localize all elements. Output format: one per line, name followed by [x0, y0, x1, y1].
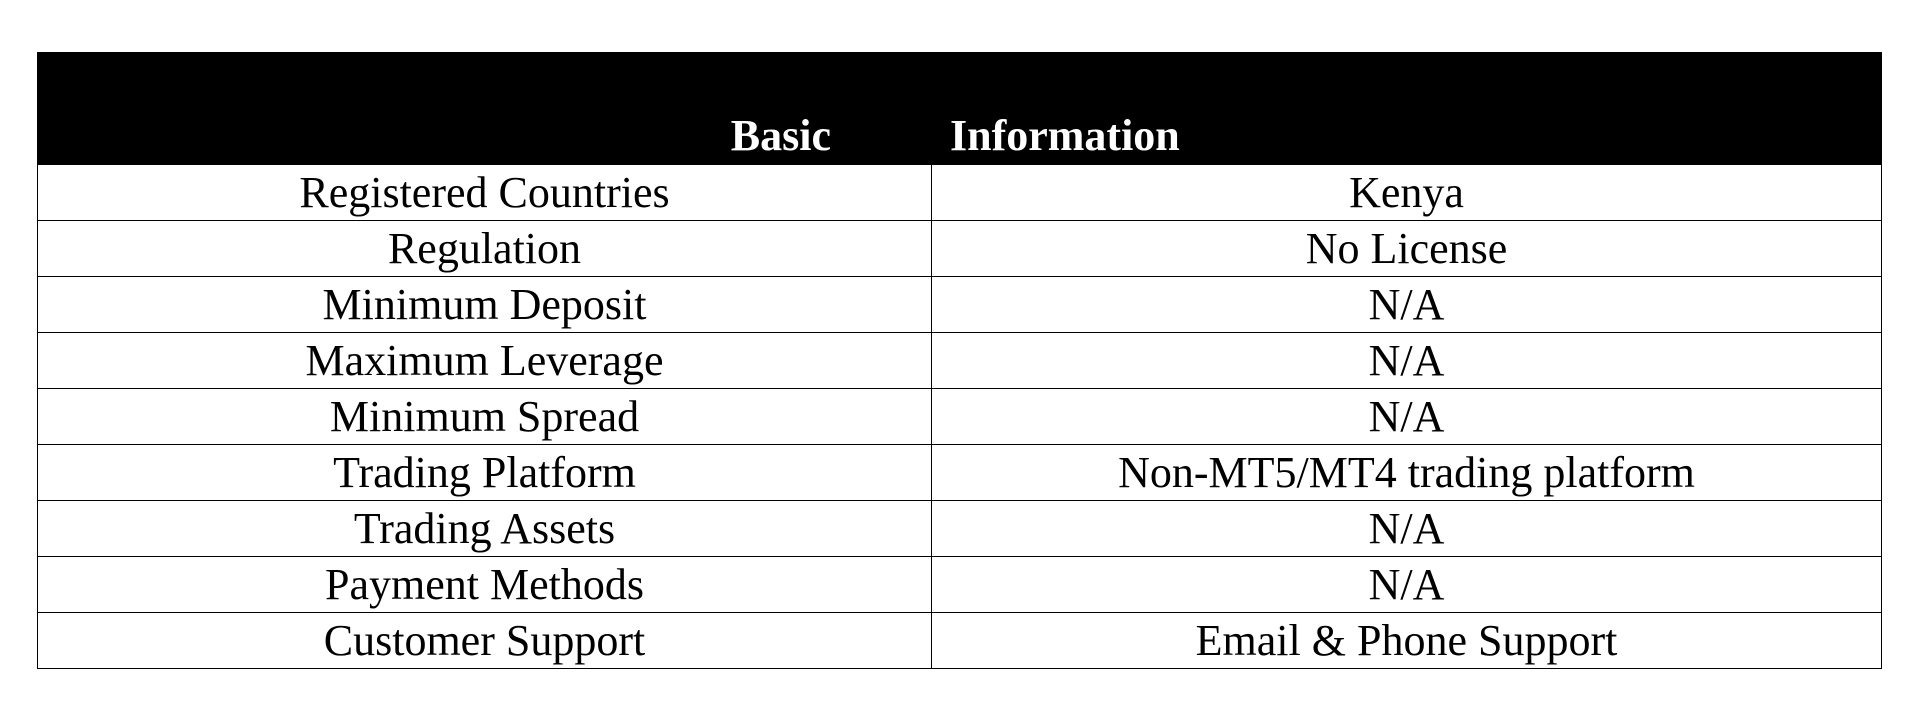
row-value: Kenya: [932, 165, 1882, 221]
table-row: [38, 165, 1882, 221]
row-label: Minimum Spread: [38, 389, 932, 445]
table-row: [38, 557, 1882, 613]
table-row: [38, 333, 1882, 389]
row-value: No License: [932, 221, 1882, 277]
table-row: [38, 221, 1882, 277]
table-row: [38, 501, 1882, 557]
row-value: N/A: [932, 277, 1882, 333]
table-row: [38, 613, 1882, 669]
row-value: N/A: [932, 557, 1882, 613]
basic-information-table: [37, 52, 1882, 669]
table-row: [38, 277, 1882, 333]
row-label: Registered Countries: [38, 165, 932, 221]
row-value: N/A: [932, 333, 1882, 389]
header-information: Information: [932, 53, 1882, 165]
row-value: N/A: [932, 501, 1882, 557]
row-value: N/A: [932, 389, 1882, 445]
table-header-row: [38, 53, 1882, 165]
row-label: Minimum Deposit: [38, 277, 932, 333]
row-label: Trading Assets: [38, 501, 932, 557]
row-label: Regulation: [38, 221, 932, 277]
row-value: Non-MT5/MT4 trading platform: [932, 445, 1882, 501]
row-label: Trading Platform: [38, 445, 932, 501]
header-basic: Basic: [38, 53, 932, 165]
row-label: Maximum Leverage: [38, 333, 932, 389]
table-row: [38, 445, 1882, 501]
table-row: [38, 389, 1882, 445]
row-label: Payment Methods: [38, 557, 932, 613]
row-label: Customer Support: [38, 613, 932, 669]
row-value: Email & Phone Support: [932, 613, 1882, 669]
